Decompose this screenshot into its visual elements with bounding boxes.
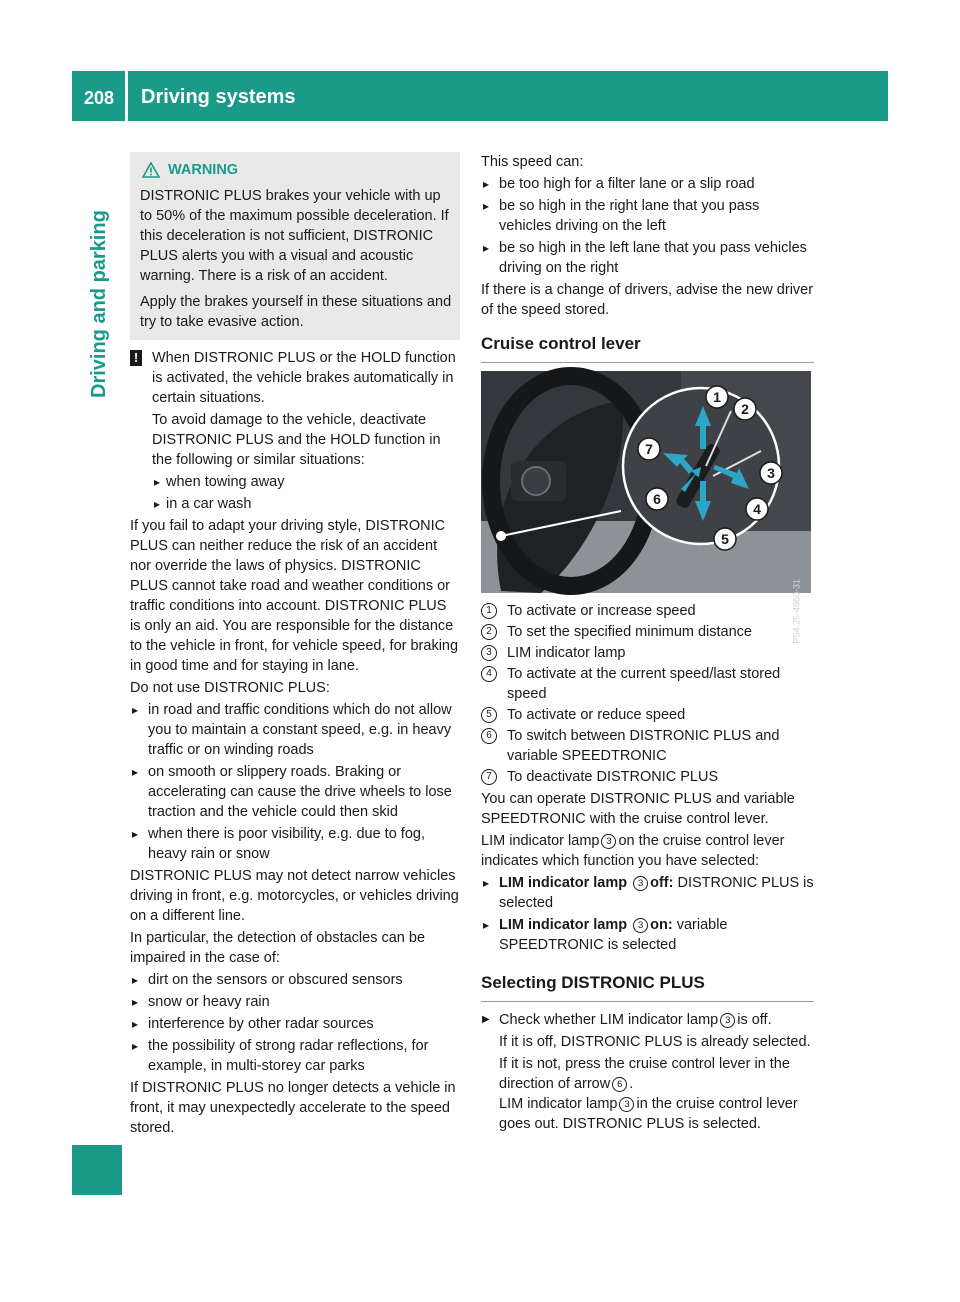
text-run: DISTRONIC PLUS is selected <box>499 875 814 911</box>
list-item: ▸ be too high for a filter lane or a slip road <box>481 174 814 194</box>
page-number: 208 <box>84 88 115 108</box>
legend-text: To switch between DISTRONIC PLUS and variable SPEEDTRONIC <box>507 728 780 764</box>
side-tab-label: Driving and parking <box>88 210 110 398</box>
text-run: LIM indicator lamp <box>499 1096 618 1112</box>
figure-legend <box>481 601 814 787</box>
legend-item <box>481 643 814 663</box>
text-run: variable SPEEDTRONIC is selected <box>499 917 728 953</box>
callout-number: 3 <box>720 1013 735 1028</box>
legend-text: To activate at the current speed/last stored speed <box>507 666 781 702</box>
list-item <box>481 915 814 955</box>
legend-item <box>481 767 814 787</box>
legend-text: To set the specified minimum distance <box>507 624 752 640</box>
bold-label: on: <box>650 917 673 933</box>
legend-number: 4 <box>481 666 497 682</box>
warning-advice: Apply the brakes yourself in these situations and try to take evasive action. <box>140 294 452 330</box>
legend-text: To deactivate DISTRONIC PLUS <box>507 769 719 785</box>
note-instruction: To avoid damage to the vehicle, deactivate DISTRONIC PLUS and the HOLD function in the following or similar situations: <box>152 412 441 468</box>
legend-number: 6 <box>481 728 497 744</box>
text-run: Check whether LIM indicator lamp <box>499 1012 719 1028</box>
legend-text: To activate or increase speed <box>507 603 696 619</box>
left-column <box>130 152 460 1140</box>
list-item: ▸ be so high in the right lane that you pass vehicles driving on the left <box>481 196 814 236</box>
svg-text:1: 1 <box>713 389 721 405</box>
legend-number: 7 <box>481 769 497 785</box>
header-divider <box>125 71 128 121</box>
paragraph <box>481 831 814 871</box>
svg-text:4: 4 <box>753 501 761 517</box>
list-item: ▸ the possibility of strong radar reflections, for example, in multi-storey car parks <box>130 1036 460 1076</box>
svg-text:2: 2 <box>741 401 749 417</box>
list-item: ▸ in road and traffic conditions which do not allow you to maintain a constant speed, e.g. in heavy traffic or on winding roads <box>130 700 460 760</box>
legend-number: 5 <box>481 707 497 723</box>
callout-number: 3 <box>633 876 648 891</box>
note-text: When DISTRONIC PLUS or the HOLD function is activated, the vehicle brakes automatically in certain situations. <box>152 350 456 406</box>
bold-label: off: <box>650 875 674 891</box>
lim-status-list <box>481 873 814 955</box>
list-item: ▸ when there is poor visibility, e.g. due to fog, heavy rain or snow <box>130 824 460 864</box>
warning-triangle-icon <box>142 162 160 178</box>
instruction-steps <box>481 1010 814 1134</box>
bold-label: LIM indicator lamp <box>499 875 628 891</box>
figure-code: P54.25-4960-31 <box>792 579 802 644</box>
paragraph: You can operate DISTRONIC PLUS and variable SPEEDTRONIC with the cruise control lever. <box>481 791 795 827</box>
svg-text:7: 7 <box>645 441 653 457</box>
paragraph: DISTRONIC PLUS may not detect narrow vehicles driving in front, e.g. motorcycles, or vehicles driving on a different line. <box>130 868 459 924</box>
paragraph: If you fail to adapt your driving style, DISTRONIC PLUS can neither reduce the risk of an accident nor override the laws of physics. DISTRONIC PLUS cannot take road and weather conditions or traffic conditions into account. DISTRONIC PLUS is only an aid. You are responsible for the distance to the vehicle in front, for vehicle speed, for braking in good time and for staying in lane. <box>130 518 459 674</box>
exclamation-icon: ! <box>130 350 142 366</box>
callout-number: 3 <box>633 918 648 933</box>
step-detail: If it is not, press the cruise control lever in the direction of arrow 6 . LIM indicator lamp 3 in the cruise control lever goes out. DISTRONIC PLUS is selected. <box>499 1056 798 1132</box>
paragraph: Do not use DISTRONIC PLUS: <box>130 680 330 696</box>
callout-number: 6 <box>612 1077 627 1092</box>
text-run: on the cruise control lever indicates which function you have selected: <box>481 833 785 869</box>
step-text <box>499 1010 814 1030</box>
paragraph: This speed can: <box>481 154 584 170</box>
list-item: ▸ dirt on the sensors or obscured sensors <box>130 970 460 990</box>
legend-number: 2 <box>481 624 497 640</box>
list-item: ▸ snow or heavy rain <box>130 992 460 1012</box>
bold-label: LIM indicator lamp <box>499 917 628 933</box>
right-column <box>481 152 814 1136</box>
paragraph: If DISTRONIC PLUS no longer detects a vehicle in front, it may unexpectedly accelerate to the speed stored. <box>130 1080 456 1136</box>
legend-number: 3 <box>481 645 497 661</box>
list-item: ▸ in a car wash <box>152 494 460 514</box>
legend-item <box>481 622 814 642</box>
warning-text: DISTRONIC PLUS brakes your vehicle with up to 50% of the maximum possible deceleration. If this deceleration is not sufficient, DISTRONIC PLUS alerts you with a visual and acoustic warning. There is a risk of an accident. <box>140 188 449 284</box>
legend-item <box>481 726 814 766</box>
damage-note <box>130 348 460 514</box>
section-heading-cruise-control-lever: Cruise control lever <box>481 334 814 363</box>
list-item: ▸ when towing away <box>152 472 460 492</box>
warning-heading <box>142 160 452 180</box>
callout-number: 3 <box>601 834 616 849</box>
section-heading-selecting-distronic-plus: Selecting DISTRONIC PLUS <box>481 973 814 1002</box>
list-item: ▸ be so high in the left lane that you pass vehicles driving on the right <box>481 238 814 278</box>
svg-text:3: 3 <box>767 465 775 481</box>
text-run: If it is not, press the cruise control lever in the direction of arrow <box>499 1056 790 1092</box>
do-not-list <box>130 700 460 864</box>
paragraph: In particular, the detection of obstacles can be impaired in the case of: <box>130 930 426 966</box>
svg-text:5: 5 <box>721 531 729 547</box>
page-title: Driving systems <box>141 86 296 108</box>
legend-text: To activate or reduce speed <box>507 707 686 723</box>
text-run: LIM indicator lamp <box>481 833 600 849</box>
instruction-step <box>481 1010 814 1134</box>
step-detail: If it is off, DISTRONIC PLUS is already selected. <box>499 1034 811 1050</box>
list-item: ▸ interference by other radar sources <box>130 1014 460 1034</box>
speed-list <box>481 174 814 278</box>
warning-box <box>130 152 460 340</box>
legend-item <box>481 664 814 704</box>
list-item: ▸ on smooth or slippery roads. Braking or accelerating can cause the drive wheels to lose traction and the vehicle could then skid <box>130 762 460 822</box>
warning-heading-text: WARNING <box>168 162 239 178</box>
text-run: in the cruise control lever goes out. DISTRONIC PLUS is selected. <box>499 1096 798 1132</box>
list-item <box>481 873 814 913</box>
legend-item <box>481 601 814 621</box>
impairment-list <box>130 970 460 1076</box>
legend-item <box>481 705 814 725</box>
callout-number: 3 <box>619 1097 634 1112</box>
text-run: is off. <box>737 1012 772 1028</box>
paragraph: If there is a change of drivers, advise the new driver of the speed stored. <box>481 282 814 318</box>
side-tab-marker <box>72 1145 122 1195</box>
note-list <box>152 472 460 514</box>
steering-wheel-illustration <box>481 371 811 593</box>
legend-number: 1 <box>481 603 497 619</box>
legend-text: LIM indicator lamp <box>507 645 626 661</box>
svg-text:6: 6 <box>653 491 661 507</box>
